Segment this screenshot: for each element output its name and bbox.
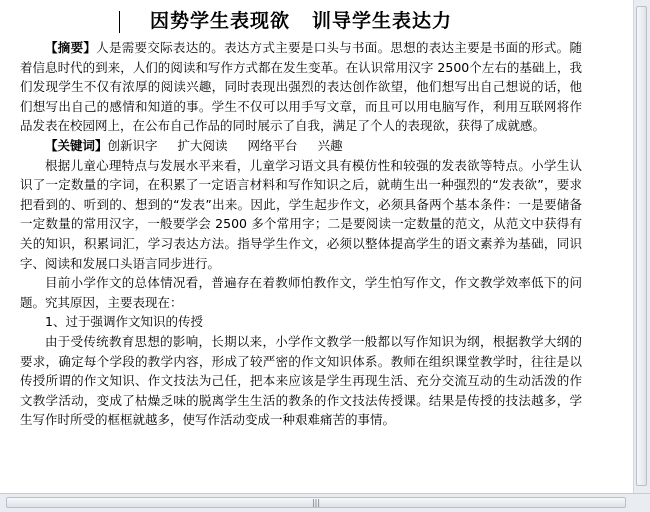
vertical-scrollbar[interactable] (633, 0, 650, 494)
vertical-scroll-thumb[interactable] (636, 6, 647, 486)
keywords-label: 【关键词】 (45, 137, 108, 153)
title-part-2: 训导学生表达力 (312, 10, 453, 32)
title-part-1: 因势学生表现欲 (149, 10, 290, 32)
body-paragraph-1: 根据儿童心理特点与发展水平来看，儿童学习语文具有模仿性和较强的发表欲等特点。小学生认识了一定数量的字词，在积累了一定语言材料和写作知识之后，就萌生出一种强烈的“发表欲”，要求把看到的、听到的、想到的“发表”出来。因此，学生起步作文，必须具备两个基本条件：一是要储备一定数量的常用汉字，一般要学会 2500 多个常用字；二是要阅读一定数量的范文，从范文中获得有关的知识，积累词汇，学习表达方法。指导学生作文，必须以整体提高学生的语文素养为基础，同识字、阅读和发展口头语言同步进行。 (20, 157, 582, 271)
horizontal-scroll-thumb[interactable] (6, 497, 626, 508)
abstract-paragraph (20, 38, 582, 136)
keyword: 网络平台 (247, 137, 298, 153)
text-cursor (119, 11, 120, 33)
document-title (20, 6, 582, 36)
abstract-label: 【摘要】 (45, 40, 97, 55)
horizontal-scrollbar[interactable] (0, 493, 650, 512)
body-paragraph-2: 目前小学作文的总体情况看，普遍存在着教师怕教作文，学生怕写作文，作文教学效率低下的问题。究其原因，主要表现在： (20, 275, 582, 310)
keyword: 兴趣 (317, 137, 343, 153)
section-heading-1: 1、过于强调作文知识的传授 (45, 314, 203, 330)
document-body (20, 6, 582, 430)
keywords-paragraph (20, 136, 582, 156)
body-paragraph-3: 由于受传统教育思想的影响，长期以来，小学作文教学一般都以写作知识为纲，根据教学大纲的要求，确定每个学段的教学内容，形成了较严密的作文知识体系。教师在组织课堂教学时，往往是以传授所谓的作文知识、作文技法为己任，把本来应该是学生再现生活、充分交流互动的生动活泼的作文教学活动，变成了枯燥乏味的脱离学生生活的教条的作文技法传授课。结果是传授的技法越多，学生写作时所受的框框就越多，使写作活动变成一种艰难痛苦的事情。 (20, 333, 582, 428)
keyword: 扩大阅读 (177, 137, 228, 153)
abstract-text: 人是需要交际表达的。表达方式主要是口头与书面。思想的表达主要是书面的形式。随着信息时代的到来，人们的阅读和写作方式都在发生变革。在认识常用汉字 2500个左右的基础上，我们发现学生不仅有浓厚的阅读兴趣，同时表现出强烈的表达创作欲望，他们想写出自己想说的话，他们想写出自己的感情和知道的事。学生不仅可以用手写文章，而且可以用电脑写作，利用互联网将作品发表在校园网上，在公布自己作品的同时展示了自我，满足了个人的表现欲，获得了成就感。 (20, 40, 582, 134)
keyword: 创新识字 (107, 137, 158, 153)
grip-icon: ||| (311, 498, 321, 507)
